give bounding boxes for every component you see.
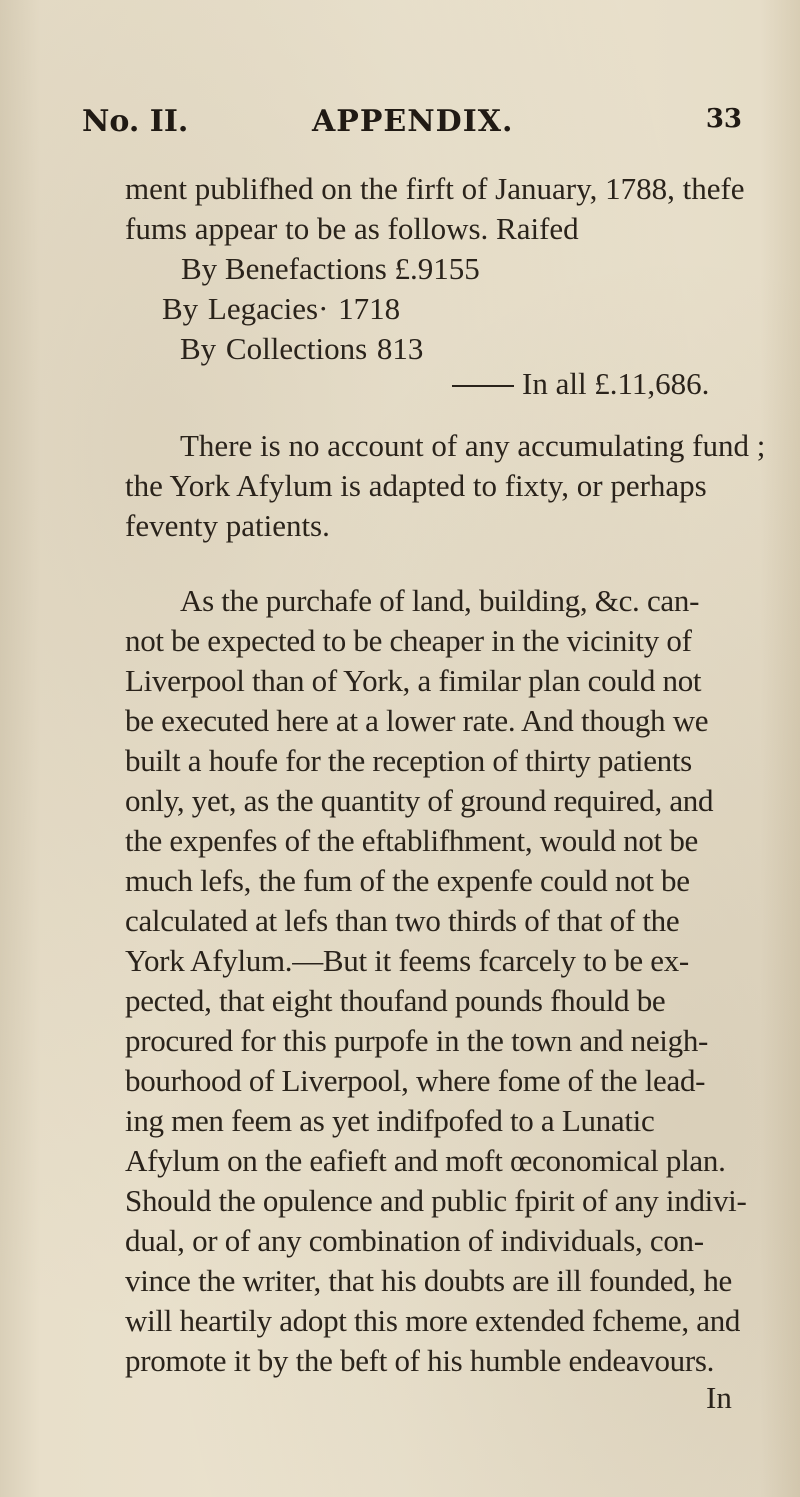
text-line: much lefs, the fum of the expenfe could not be	[125, 863, 690, 898]
text-line: By Legacies· 1718	[162, 291, 401, 326]
text-line: feventy patients.	[125, 508, 330, 543]
text-line: fums appear to be as follows. Raifed	[125, 211, 579, 246]
text-line: By Collections 813	[180, 331, 424, 366]
text-line: dual, or of any combination of individuals, con-	[125, 1223, 704, 1258]
text-line: will heartily adopt this more extended fcheme, and	[125, 1303, 741, 1338]
text-line: built a houfe for the reception of thirty patients	[125, 743, 692, 778]
text-line: ment publifhed on the firft of January, 1788, thefe	[125, 171, 745, 206]
header-title: APPENDIX.	[312, 104, 514, 139]
text-line: bourhood of Liverpool, where fome of the lead-	[125, 1063, 706, 1098]
page-number: 33	[705, 104, 742, 134]
text-line: the expenfes of the eftablifhment, would not be	[125, 823, 698, 858]
text-line: procured for this purpofe in the town and neigh-	[125, 1023, 709, 1058]
text-line: calculated at lefs than two thirds of that of the	[125, 903, 680, 938]
text-line: By Benefactions £.9155	[181, 251, 480, 286]
catchword: In	[706, 1380, 732, 1415]
running-header	[82, 104, 742, 144]
text-line: vince the writer, that his doubts are ill founded, he	[125, 1263, 732, 1298]
text-line: only, yet, as the quantity of ground required, and	[125, 783, 714, 818]
text-line: not be expected to be cheaper in the vicinity of	[125, 623, 692, 658]
text-line: be executed here at a lower rate. And though we	[125, 703, 709, 738]
text-line: Should the opulence and public fpirit of any indivi-	[125, 1183, 747, 1218]
text-line: the York Afylum is adapted to fixty, or perhaps	[125, 468, 707, 503]
text-line: As the purchafe of land, building, &c. can-	[180, 583, 700, 618]
section-label: No. II.	[82, 104, 189, 139]
text-line: pected, that eight thoufand pounds fhould be	[125, 983, 666, 1018]
text-line: ing men feem as yet indifpofed to a Lunatic	[125, 1103, 655, 1138]
text-line: York Afylum.—But it feems fcarcely to be ex-	[125, 943, 689, 978]
text-line: promote it by the beft of his humble endeavours.	[125, 1343, 715, 1378]
text-line: Liverpool than of York, a fimilar plan could not	[125, 663, 702, 698]
text-line: There is no account of any accumulating fund ;	[180, 428, 766, 463]
text-line: Afylum on the eafieft and moft œconomical plan.	[125, 1143, 726, 1178]
sum-rule	[452, 385, 514, 387]
text-line: In all £.11,686.	[522, 366, 710, 401]
